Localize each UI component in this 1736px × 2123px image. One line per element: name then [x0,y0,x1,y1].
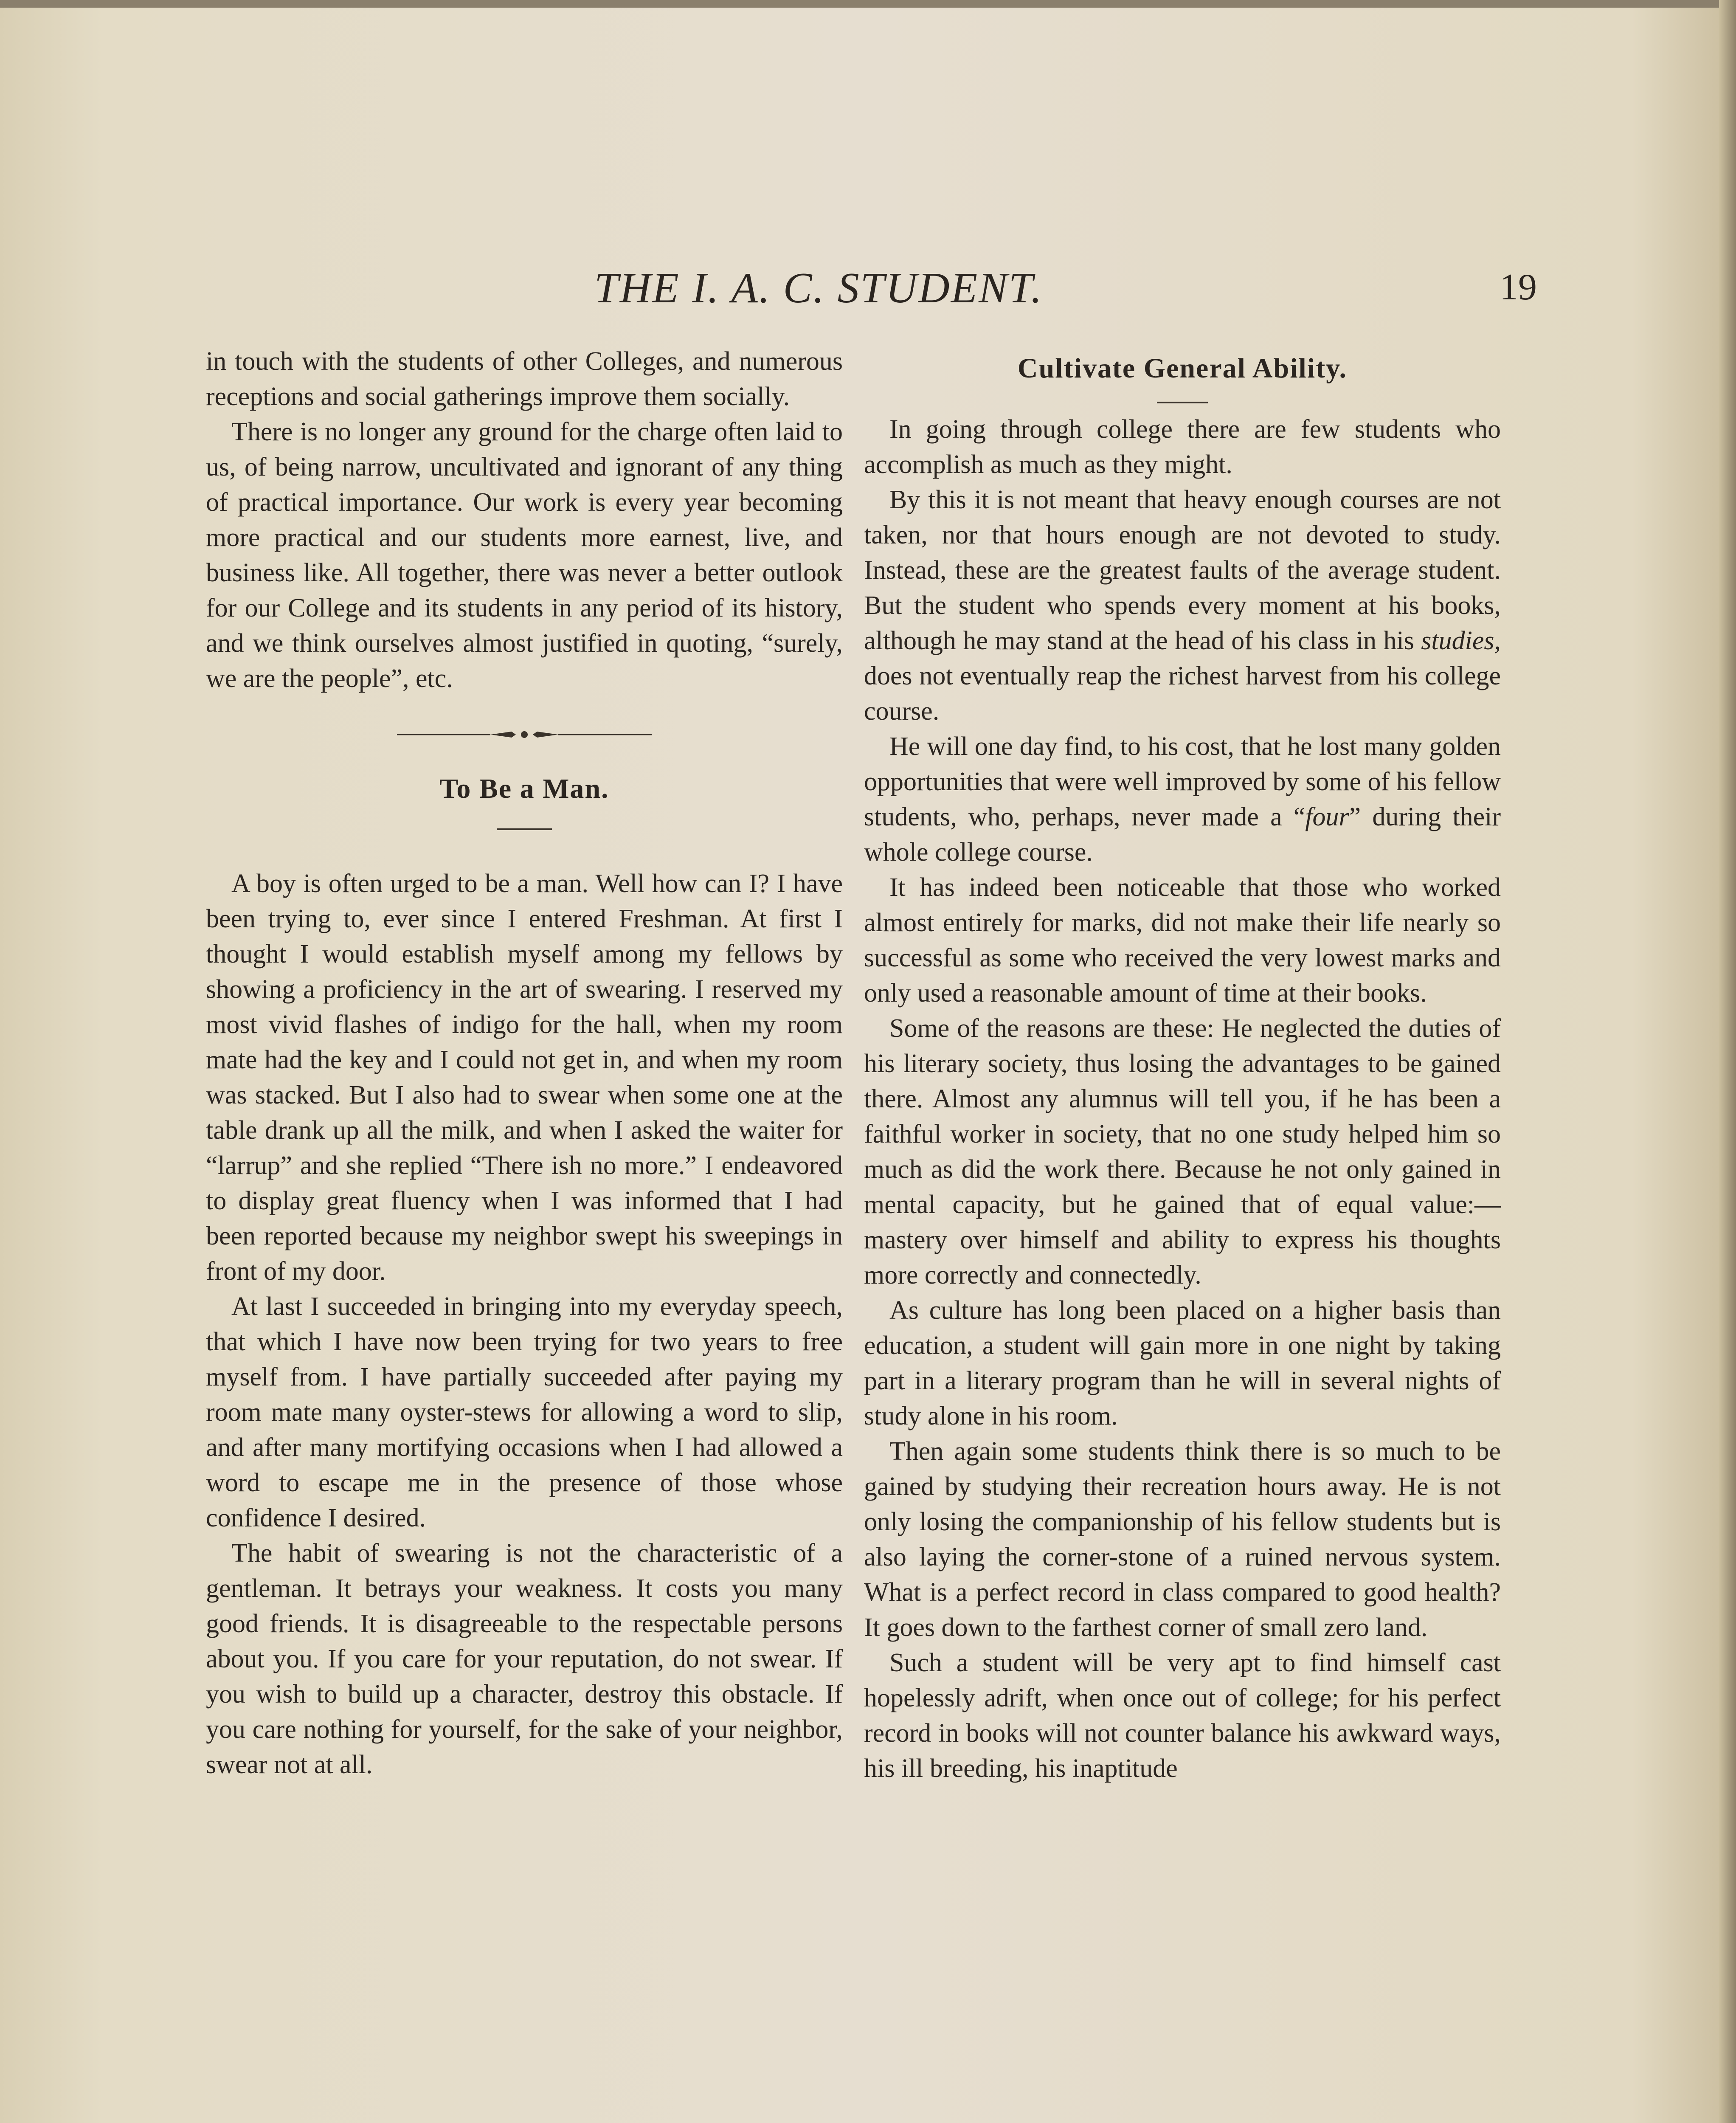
italic-text: studies [1421,626,1494,655]
right-article-text [864,412,1501,1786]
paragraph: In going through college there are few students who accomplish as much as they might. [864,415,1501,479]
left-column-text [206,344,843,696]
page-number: 19 [1500,267,1537,308]
paragraph: There is no longer any ground for the charge often laid to us, of being narrow, uncultivated and ignorant of any thing of practical importance. Our work is every year becoming more practical and our students more earnest, live, and business like. All together, there was never a better outlook for our College and its students in any period of its history, and we think ourselves almost justified in quoting, “surely, we are the people”, etc. [206,417,843,693]
paragraph: Some of the reasons are these: He neglected the duties of his literary society, thus losing the advantages to be gained there. Almost any alumnus will tell you, if he has been a faithful worker in society, that no one study helped him so much as did the work there. Because he not only gained in mental capacity, but he gained that of equal value:—mastery over himself and ability to express his thoughts more correctly and connectedly. [864,1014,1501,1290]
italic-text: four [1305,802,1349,831]
heading-rule [1157,402,1208,403]
article-heading-cultivate-general-ability: Cultivate General Ability. [1017,353,1348,384]
journal-title: THE I. A. C. STUDENT. [594,264,1043,312]
text-run: He will one day find, to his cost, that he lost many golden opportunities that were well improved by some of his fellow students, who, perhaps, never made a “ [864,732,1501,831]
paragraph: It has indeed been noticeable that those who worked almost entirely for marks, did not make their life nearly so successful as some who received the very lowest marks and only used a reasonable amount of time at their books. [864,873,1501,1008]
left-article-text [206,866,843,1782]
section-divider-ornament [388,726,660,743]
paragraph: The habit of swearing is not the characteristic of a gentleman. It betrays your weakness. It costs you many good friends. It is disagreeable to the respectable persons about you. If you care for your reputation, do not swear. If you wish to build up a character, destroy this obstacle. If you care nothing for yourself, for the sake of your neighbor, swear not at all. [206,1539,843,1779]
paragraph: in touch with the students of other Colleges, and numerous receptions and social gatherings improve them socially. [206,347,843,411]
page-right-edge [1719,0,1736,2123]
left-column [206,344,843,1782]
right-column [864,344,1501,1786]
paragraph: At last I succeeded in bringing into my everyday speech, that which I have now been trying for two years to free myself from. I have partially succeeded after paying my room mate many oyster-stews for allowing a word to slip, and after many mortifying occasions when I had allowed a word to escape me in the presence of those whose confidence I desired. [206,1292,843,1532]
text-run: ” during their whole college course. [864,802,1501,867]
text-run: , does not eventually reap the richest harvest from his college course. [864,626,1501,726]
running-header [170,263,1537,314]
text-run: By this it is not meant that heavy enough courses are not taken, nor that hours enough are not devoted to study. Instead, these are the greatest faults of the average student. But the student who spends every moment at his books, although he may stand at the head of his class in his [864,485,1501,655]
paragraph: Then again some students think there is so much to be gained by studying their recreation hours away. He is not only losing the companionship of his fellow students but is also laying the corner-stone of a ruined nervous system. What is a perfect record in class compared to good health? It goes down to the farthest corner of small zero land. [864,1437,1501,1642]
paragraph [864,482,1501,729]
paragraph: A boy is often urged to be a man. Well how can I? I have been trying to, ever since I entered Freshman. At first I thought I would establish myself among my fellows by showing a proficiency in the art of swearing. I reserved my most vivid flashes of indigo for the hall, when my room mate had the key and I could not get in, and when my room was stacked. But I also had to swear when some one at the table drank up all the milk, and when I asked the waiter for “larrup” and she replied “There ish no more.” I endeavored to display great fluency when I was informed that I had been reported because my neighbor swept his sweepings in front of my door. [206,869,843,1286]
paragraph: Such a student will be very apt to find himself cast hopelessly adrift, when once out of college; for his perfect record in books will not counter balance his awkward ways, his ill breeding, his inaptitude [864,1648,1501,1783]
article-heading-to-be-a-man: To Be a Man. [439,773,609,804]
page-top-edge [0,0,1736,8]
heading-rule [497,828,552,830]
paragraph [864,729,1501,870]
paragraph: As culture has long been placed on a higher basis than education, a student will gain more in one night by taking part in a literary program than he will in several nights of study alone in his room. [864,1296,1501,1430]
